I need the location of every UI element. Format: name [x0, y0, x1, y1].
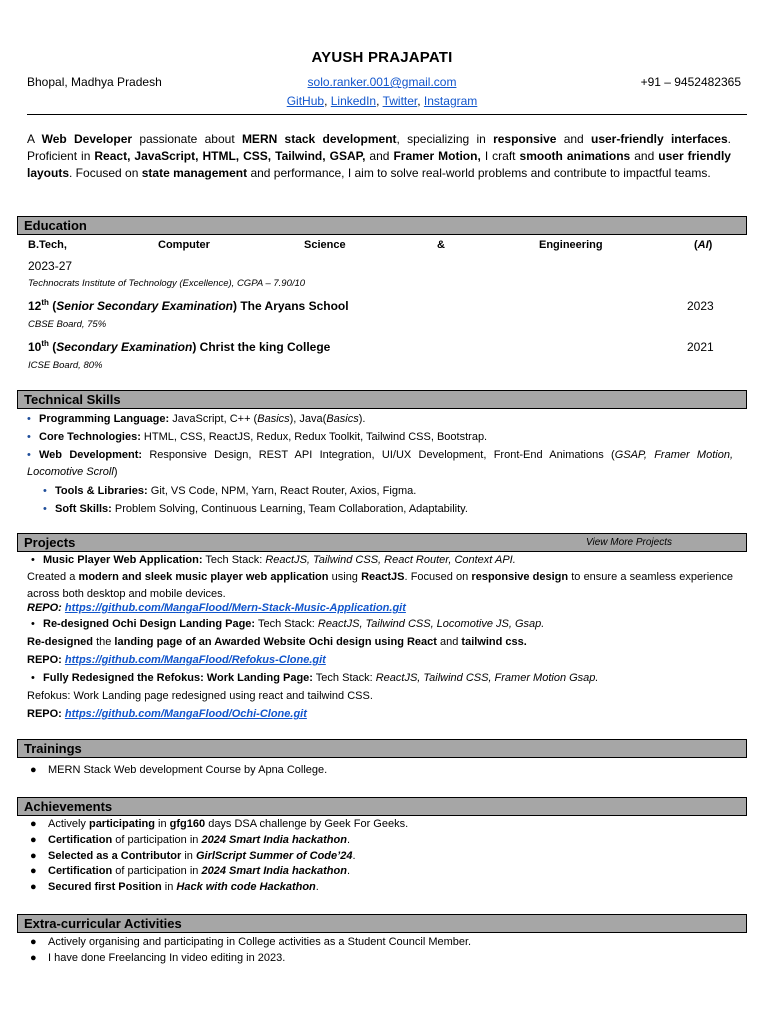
- skill-web: • Web Development: Responsive Design, REST API Integration, UI/UX Development, Front-End Animations (GSAP, Framer Motion, Locomotive Scroll): [27, 449, 733, 478]
- project-ochi-desc: Re-designed the landing page of an Awarded Website Ochi design using React and tailwind css.: [27, 636, 527, 648]
- sep: ,: [376, 94, 383, 108]
- skills-section-header: [17, 390, 747, 409]
- bullet-icon: ●: [30, 952, 37, 964]
- achievement-item: ● Secured first Position in Hack with code Hackathon.: [30, 879, 736, 896]
- view-more-projects-link[interactable]: View More Projects: [586, 537, 672, 548]
- tenth-year: 2021: [687, 340, 714, 354]
- skill-soft: • Soft Skills: Problem Solving, Continuous Learning, Team Collaboration, Adaptability.: [43, 501, 749, 518]
- degree-word: Engineering: [539, 239, 603, 251]
- branch: AI: [697, 239, 709, 251]
- bullet-icon: ●: [30, 865, 37, 877]
- section-title: Projects: [24, 535, 76, 550]
- degree-word: Computer: [158, 239, 210, 251]
- twelfth-row: 12th (Senior Secondary Examination) The Aryans School: [28, 298, 349, 313]
- project-music-player-desc: Created a modern and sleek music player web application using ReactJS. Focused on responsive design to ensure a seamless experience across both desktop and mobile devices.: [27, 571, 734, 600]
- degree-word: Science: [304, 239, 346, 251]
- twelfth-year: 2023: [687, 299, 714, 313]
- tenth-row: 10th (Secondary Examination) Christ the king College: [28, 339, 331, 354]
- achievement-item: ● Selected as a Contributor in GirlScript Summer of Code’24.: [30, 848, 736, 865]
- bullet-icon: •: [31, 672, 35, 684]
- twelfth-board: CBSE Board, 75%: [28, 319, 107, 330]
- degree-word: &: [437, 239, 445, 251]
- section-title: Technical Skills: [24, 392, 121, 407]
- bullet-icon: •: [31, 618, 35, 630]
- sep: ,: [324, 94, 331, 108]
- achievements-section-header: [17, 797, 747, 816]
- candidate-name: AYUSH PRAJAPATI: [311, 49, 453, 66]
- bullet-icon: ●: [30, 881, 37, 893]
- project-music-player-title: • Music Player Web Application: Tech Stack: ReactJS, Tailwind CSS, React Router, Context API.: [31, 552, 737, 569]
- degree-years: 2023-27: [28, 259, 73, 273]
- achievement-item: ● Certification of participation in 2024 Smart India hackathon.: [30, 832, 736, 849]
- bullet-icon: ●: [30, 850, 37, 862]
- email-link[interactable]: solo.ranker.001@gmail.com: [307, 75, 457, 89]
- tenth-board: ICSE Board, 80%: [28, 360, 103, 371]
- bullet-icon: ●: [30, 764, 37, 776]
- extracurricular-item: ● Actively organising and participating in College activities as a Student Council Member.: [30, 934, 736, 951]
- skill-core: • Core Technologies: HTML, CSS, ReactJS, Redux, Redux Toolkit, Tailwind CSS, Bootstrap.: [27, 429, 733, 446]
- education-section-header: [17, 216, 747, 235]
- project-ochi-title: • Re-designed Ochi Design Landing Page: Tech Stack: ReactJS, Tailwind CSS, Locomotive JS, Gsap.: [31, 616, 737, 633]
- extracurricular-item: ● I have done Freelancing In video editing in 2023.: [30, 950, 736, 967]
- phone: +91 – 9452482365: [640, 75, 741, 89]
- section-title: Achievements: [24, 799, 113, 814]
- bullet-icon: ●: [30, 834, 37, 846]
- achievement-item: ● Actively participating in gfg160 days DSA challenge by Geek For Geeks.: [30, 816, 736, 833]
- bullet-icon: •: [27, 431, 31, 443]
- repo-link[interactable]: https://github.com/MangaFlood/Refokus-Clone.git: [64, 654, 326, 666]
- section-title: Extra-curricular Activities: [24, 916, 182, 931]
- section-title: Trainings: [24, 741, 82, 756]
- achievement-item: ● Certification of participation in 2024 Smart India hackathon.: [30, 863, 736, 880]
- github-link[interactable]: GitHub: [286, 94, 325, 108]
- project-refokus-title: • Fully Redesigned the Refokus: Work Landing Page: Tech Stack: ReactJS, Tailwind CSS, Framer Motion Gsap.: [31, 670, 737, 687]
- skill-tools: • Tools & Libraries: Git, VS Code, NPM, Yarn, React Router, Axios, Figma.: [43, 483, 749, 500]
- bullet-icon: •: [43, 503, 47, 515]
- bullet-icon: ●: [30, 818, 37, 830]
- project-refokus-repo: REPO: https://github.com/MangaFlood/Ochi-Clone.git: [27, 708, 307, 720]
- bullet-icon: •: [27, 449, 31, 461]
- repo-link[interactable]: https://github.com/MangaFlood/Ochi-Clone.git: [64, 708, 307, 720]
- sep: ,: [417, 94, 424, 108]
- training-item: ● MERN Stack Web development Course by Apna College.: [30, 762, 736, 779]
- bullet-icon: •: [43, 485, 47, 497]
- bullet-icon: •: [27, 413, 31, 425]
- extracurricular-section-header: [17, 914, 747, 933]
- linkedin-link[interactable]: LinkedIn: [330, 94, 377, 108]
- trainings-section-header: [17, 739, 747, 758]
- degree-word: B.Tech,: [28, 239, 67, 251]
- instagram-link[interactable]: Instagram: [423, 94, 478, 108]
- location: Bhopal, Madhya Pradesh: [27, 75, 162, 89]
- repo-link[interactable]: https://github.com/MangaFlood/Mern-Stack-Music-Application.git: [64, 602, 406, 614]
- profile-summary: A Web Developer passionate about MERN stack development, specializing in responsive and user-friendly interfaces. Proficient in React, JavaScript, HTML, CSS, Tailwind, GSAP, and Framer Motion, I craft smooth animations and user friendly layouts. Focused on state management and performance, I aim to solve real-world problems and contribute to impactful teams.: [27, 132, 731, 180]
- skill-programming: • Programming Language: JavaScript, C++ (Basics), Java(Basics).: [27, 411, 733, 428]
- project-ochi-repo: REPO: https://github.com/MangaFlood/Refokus-Clone.git: [27, 654, 326, 666]
- projects-section-header: [17, 533, 747, 552]
- twitter-link[interactable]: Twitter: [382, 94, 418, 108]
- header-divider: [27, 114, 747, 115]
- bullet-icon: •: [31, 554, 35, 566]
- project-music-player-repo: REPO: https://github.com/MangaFlood/Mern-Stack-Music-Application.git: [27, 602, 406, 614]
- bullet-icon: ●: [30, 936, 37, 948]
- degree-institute: Technocrats Institute of Technology (Excellence), CGPA – 7.90/10: [28, 278, 306, 289]
- project-refokus-desc: Refokus: Work Landing page redesigned using react and tailwind CSS.: [27, 690, 373, 702]
- section-title: Education: [24, 218, 87, 233]
